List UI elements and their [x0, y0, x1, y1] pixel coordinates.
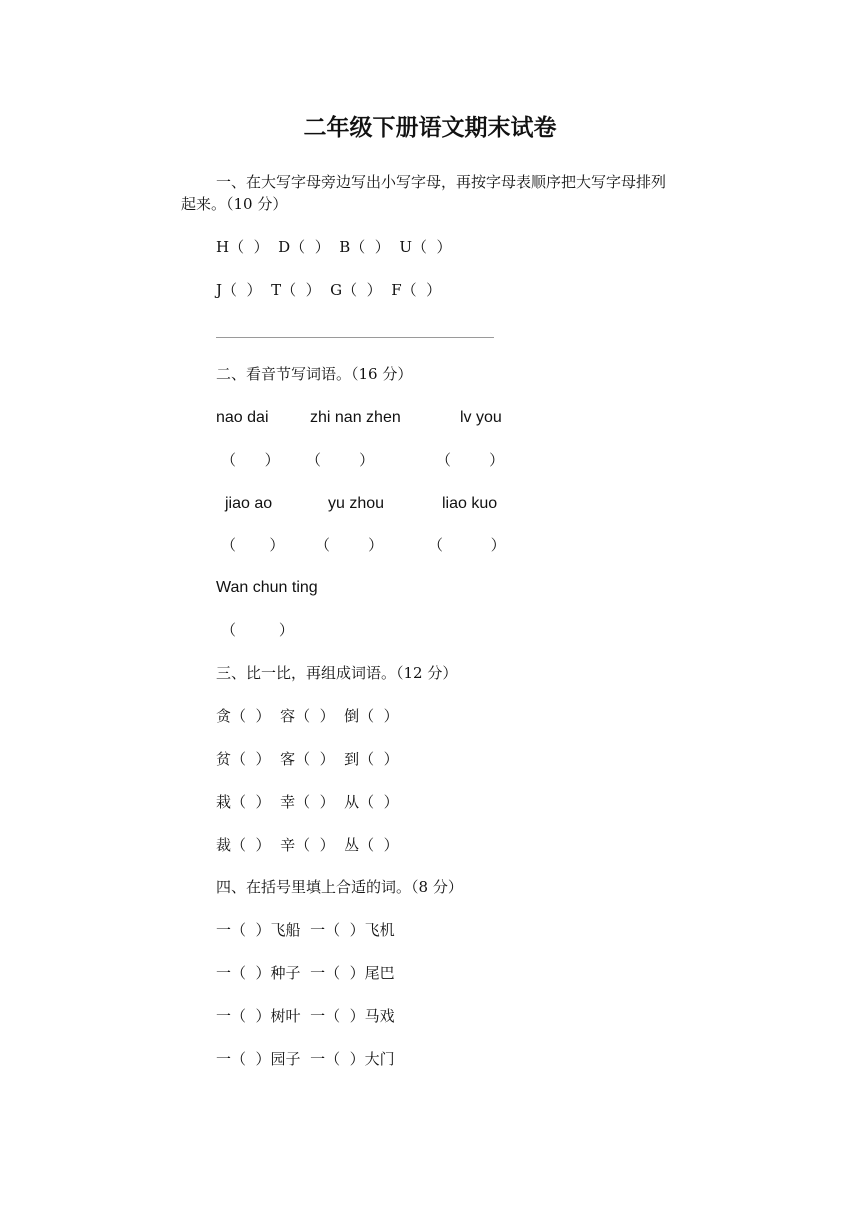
q2-pinyin-6: liao kuo	[442, 495, 498, 512]
q4-row-1: 一（ ）飞船 一（ ）飞机	[216, 921, 395, 939]
q4-row-3: 一（ ）树叶 一（ ）马戏	[216, 1007, 395, 1025]
q2-blank-2: （ ）	[306, 451, 375, 469]
q2-blank-1: （ ）	[221, 451, 280, 469]
q2-blank-6: （ ）	[428, 536, 506, 554]
q3-heading: 三、比一比，再组成词语。（12 分）	[216, 664, 458, 682]
q3-row-1: 贪（ ） 容（ ） 倒（ ）	[216, 707, 399, 725]
q1-instruction-line1: 一、在大写字母旁边写出小写字母，再按字母表顺序把大写字母排列	[216, 173, 667, 191]
q2-blank-4: （ ）	[221, 536, 285, 554]
q1-letters-row1: H（ ） D（ ） B（ ） U（ ）	[216, 238, 452, 256]
q4-heading: 四、在括号里填上合适的词。（8 分）	[216, 878, 463, 896]
q2-pinyin-3: lv you	[460, 409, 502, 426]
page-title: 二年级下册语文期末试卷	[303, 114, 557, 141]
q2-pinyin-2: zhi nan zhen	[310, 409, 401, 426]
q3-row-2: 贫（ ） 客（ ） 到（ ）	[216, 750, 399, 768]
q1-instruction-line2: 起来。（10 分）	[181, 195, 288, 213]
q2-pinyin-5: yu zhou	[328, 495, 385, 512]
q1-letters-row2: J（ ） T（ ） G（ ） F（ ）	[216, 281, 442, 299]
q2-blank-5: （ ）	[315, 536, 384, 554]
q3-row-4: 裁（ ） 辛（ ） 丛（ ）	[216, 836, 399, 854]
q2-pinyin-1: nao dai	[216, 409, 269, 426]
q4-row-2: 一（ ）种子 一（ ）尾巴	[216, 964, 395, 982]
q2-blank-3: （ ）	[436, 451, 505, 469]
q3-row-3: 栽（ ） 幸（ ） 从（ ）	[216, 793, 399, 811]
q2-pinyin-4: jiao ao	[225, 495, 273, 512]
q2-pinyin-7: Wan chun ting	[216, 579, 318, 596]
q2-blank-7: （ ）	[221, 621, 294, 639]
q2-heading: 二、看音节写词语。（16 分）	[216, 365, 413, 383]
answer-line	[216, 337, 494, 338]
q4-row-4: 一（ ）园子 一（ ）大门	[216, 1050, 395, 1068]
